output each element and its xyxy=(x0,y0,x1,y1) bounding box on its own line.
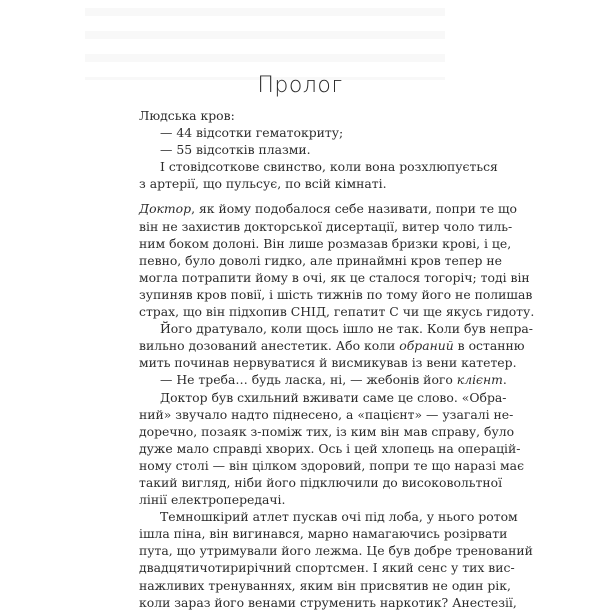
paragraph-line: мить починав нервуватися й висмикував із вени катетер. xyxy=(139,355,517,371)
section-gap xyxy=(139,192,462,200)
paragraph-line: могла потрапити йому в очі, як це сталося тогоріч; тоді він xyxy=(139,269,530,285)
epigraph-line: з артерії, що пульсує, по всій кімнаті. xyxy=(139,176,387,192)
paragraph-line: Його дратувало, коли щось ішло не так. Коли був непра- xyxy=(160,321,533,337)
italic-word: обраний xyxy=(399,338,454,354)
dialogue-line xyxy=(139,371,507,388)
paragraph-line: лінії електропередачі. xyxy=(139,492,286,508)
paragraph-line: певно, було доволі гидко, але принаймні кров тепер не xyxy=(139,252,502,268)
paragraph-line: зупиняв кров повії, і шість тижнів по тому його не полишав xyxy=(139,286,533,302)
paragraph-line: такий вигляд, ніби його підключили до високовольтної xyxy=(139,474,503,490)
text-run: — Не треба… будь ласка, ні, — жебонів його xyxy=(160,372,457,388)
epigraph-line: — 44 відсотки гематокриту; xyxy=(160,125,344,141)
paragraph-line: дуже мало справді хворих. Ось і цей хлопець на операцій- xyxy=(139,440,521,456)
italic-word: Доктор xyxy=(139,201,192,217)
paragraph-line: доречно, позаяк з-поміж тих, із ким він мав справу, було xyxy=(139,423,515,439)
paragraph-line: пута, що утримували його лежма. Це був добре тренований xyxy=(139,543,533,559)
page-body-text xyxy=(139,107,535,611)
text-run: . xyxy=(502,372,507,388)
text-run: в останню xyxy=(453,338,525,354)
paragraph-line: ним боком долоні. Він лише розмазав бризки крові, і це, xyxy=(139,235,512,251)
chapter-title: Пролог xyxy=(257,73,343,98)
epigraph-line: І стовідсоткове свинство, коли вона розхлюпується xyxy=(160,159,498,175)
paragraph-line: він не захистив докторської дисертації, витер чоло тиль- xyxy=(139,218,513,234)
paragraph-line: коли зараз його венами струменить наркотик? Анестезії, xyxy=(139,594,517,610)
paragraph-line xyxy=(139,200,517,217)
text-run: , як йому подобалося себе називати, попри те що xyxy=(191,201,517,217)
epigraph-line: — 55 відсотків плазми. xyxy=(160,142,311,158)
paragraph-line: двадцятичотирирічний спортсмен. І який сенс у тих вис- xyxy=(139,560,515,576)
paragraph-line: Доктор був схильний вживати саме це слово. «Обра- xyxy=(160,389,507,405)
text-run: вильно дозований анестетик. Або коли xyxy=(139,338,400,354)
paragraph-line: нажливих тренуваннях, яким він присвятив не один рік, xyxy=(139,577,511,593)
paragraph-line: Темношкірий атлет пускав очі під лоба, у нього ротом xyxy=(160,509,518,525)
paragraph-line: страх, що він підхопив СНІД, гепатит С чи ще якусь гидоту. xyxy=(139,304,535,320)
paragraph-line: ному столі — він цілком здоровий, попри те що наразі має xyxy=(139,457,525,473)
epigraph-line: Людська кров: xyxy=(139,108,235,123)
italic-word: клієнт xyxy=(456,372,503,388)
paragraph-line: ний» звучало надто піднесено, а «пацієнт» — узагалі не- xyxy=(139,406,514,422)
paragraph-line: ішла піна, він вигинався, марно намагаючись розірвати xyxy=(139,526,508,542)
reverse-side-show-through xyxy=(85,0,445,80)
paragraph-line xyxy=(139,337,525,354)
